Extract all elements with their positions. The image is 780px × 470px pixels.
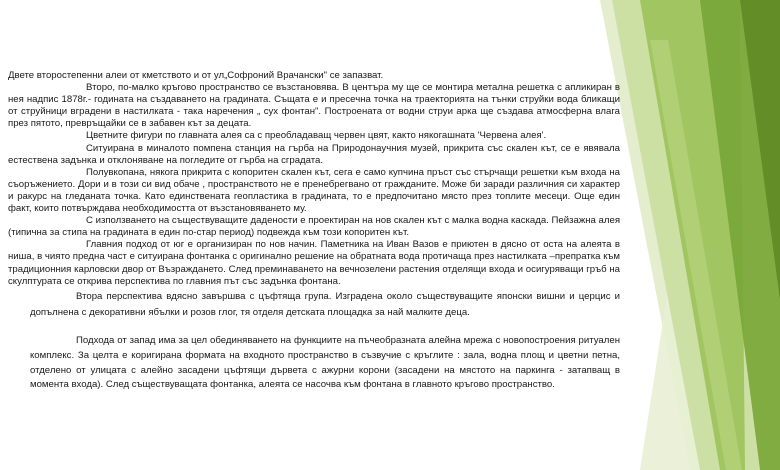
paragraph-4: Ситуирана в миналото помпена станция на гърба на Природонаучния музей, прикрита със скален кът, се е явявала естествена задънка и отклоняване на погледите от гърба на сградата. (8, 142, 620, 166)
text-block-top (8, 70, 620, 321)
paragraph-2: Второ, по-малко кръгово пространство се възстановява. В центъра му ще се монтира метална решетка с апликиран в нея надпис 1878г.- годината на създаването на градината. Същата е и пресечна точка на траекторията на тънки струйки вода бликащи от струйници вградени в настилката - така наречения „ сух фонтан". Построената от водни струи арка ще създава атмосферна влага през пятото, превръщайки се в забавен кът за децата. (8, 82, 620, 130)
paragraph-8: Втора перспектива вдясно завършва с цъфтяща група. Изградена около съществуващите японски вишни и церцис и допълнена с декоративни ябълки и розов глог, тя отделя детската площадка за най малките деца. (30, 290, 620, 318)
paragraph-6: С използването на съществуващите дадености е проектиран на нов скален кът с малка водна каскада. Пейзажна алея (типична за стипа на градината в един по-стар период) подвежда към този копоритен кът. (8, 215, 621, 239)
text-block-bottom (30, 334, 620, 393)
paragraph-9: Подхода от запад има за цел обединяването на функциите на пъчеобразната алейна мрежа с новопостроения ритуален комплекс. За целта е коригирана формата на входното пространство в съзвучие с кръглите : зала, водна площ и цветни петна, отделено от улицата с алейно засадени цъфтящи дървета с ажурни корони (засадени на мястото на паркинга - затапващ в момента входа). След съществуващата фонтанка, алеята се насочва към фонтана в главното кръгово пространство. (30, 335, 620, 391)
paragraph-3: Цветните фигури по главната алея са с преобладаващ червен цвят, както някогашната 'Червена алея'. (86, 130, 547, 142)
paragraph-7: Главния подход от юг е организиран по нов начин. Паметника на Иван Вазов е приютен в дясно от оста на алеята в ниша, в чиято предна част е ситуирана фонтанка с оригинално решение на обратната вода протичаща през настилката –препратка към традиционния карловски двор от Възраждането. След преминаването на вечнозелени растения отделящи входа и осигуряващи гръб на скулптурата се открива перспектива по главния път със задънка фонтана. (8, 239, 620, 287)
paragraph-1: Двете второстепенни алеи от кметството и от ул„Софроний Врачански" се запазват. (8, 70, 384, 81)
paragraph-5: Полувкопана, някога прикрита с копоритен скален кът, сега е само купчина пръст със стърчащи решетки към входа на съоръжението. Дори и в този си вид обаче , пространството не е пренебрегвано от гражданите. Може би заради различния си характер и ракурс на гледаната точка. Като единствената геопластика в градината, то е предпочитано място през топлите месеци. Още един факт, които потвърждава необходимостта от възстановяването му. (8, 166, 620, 215)
